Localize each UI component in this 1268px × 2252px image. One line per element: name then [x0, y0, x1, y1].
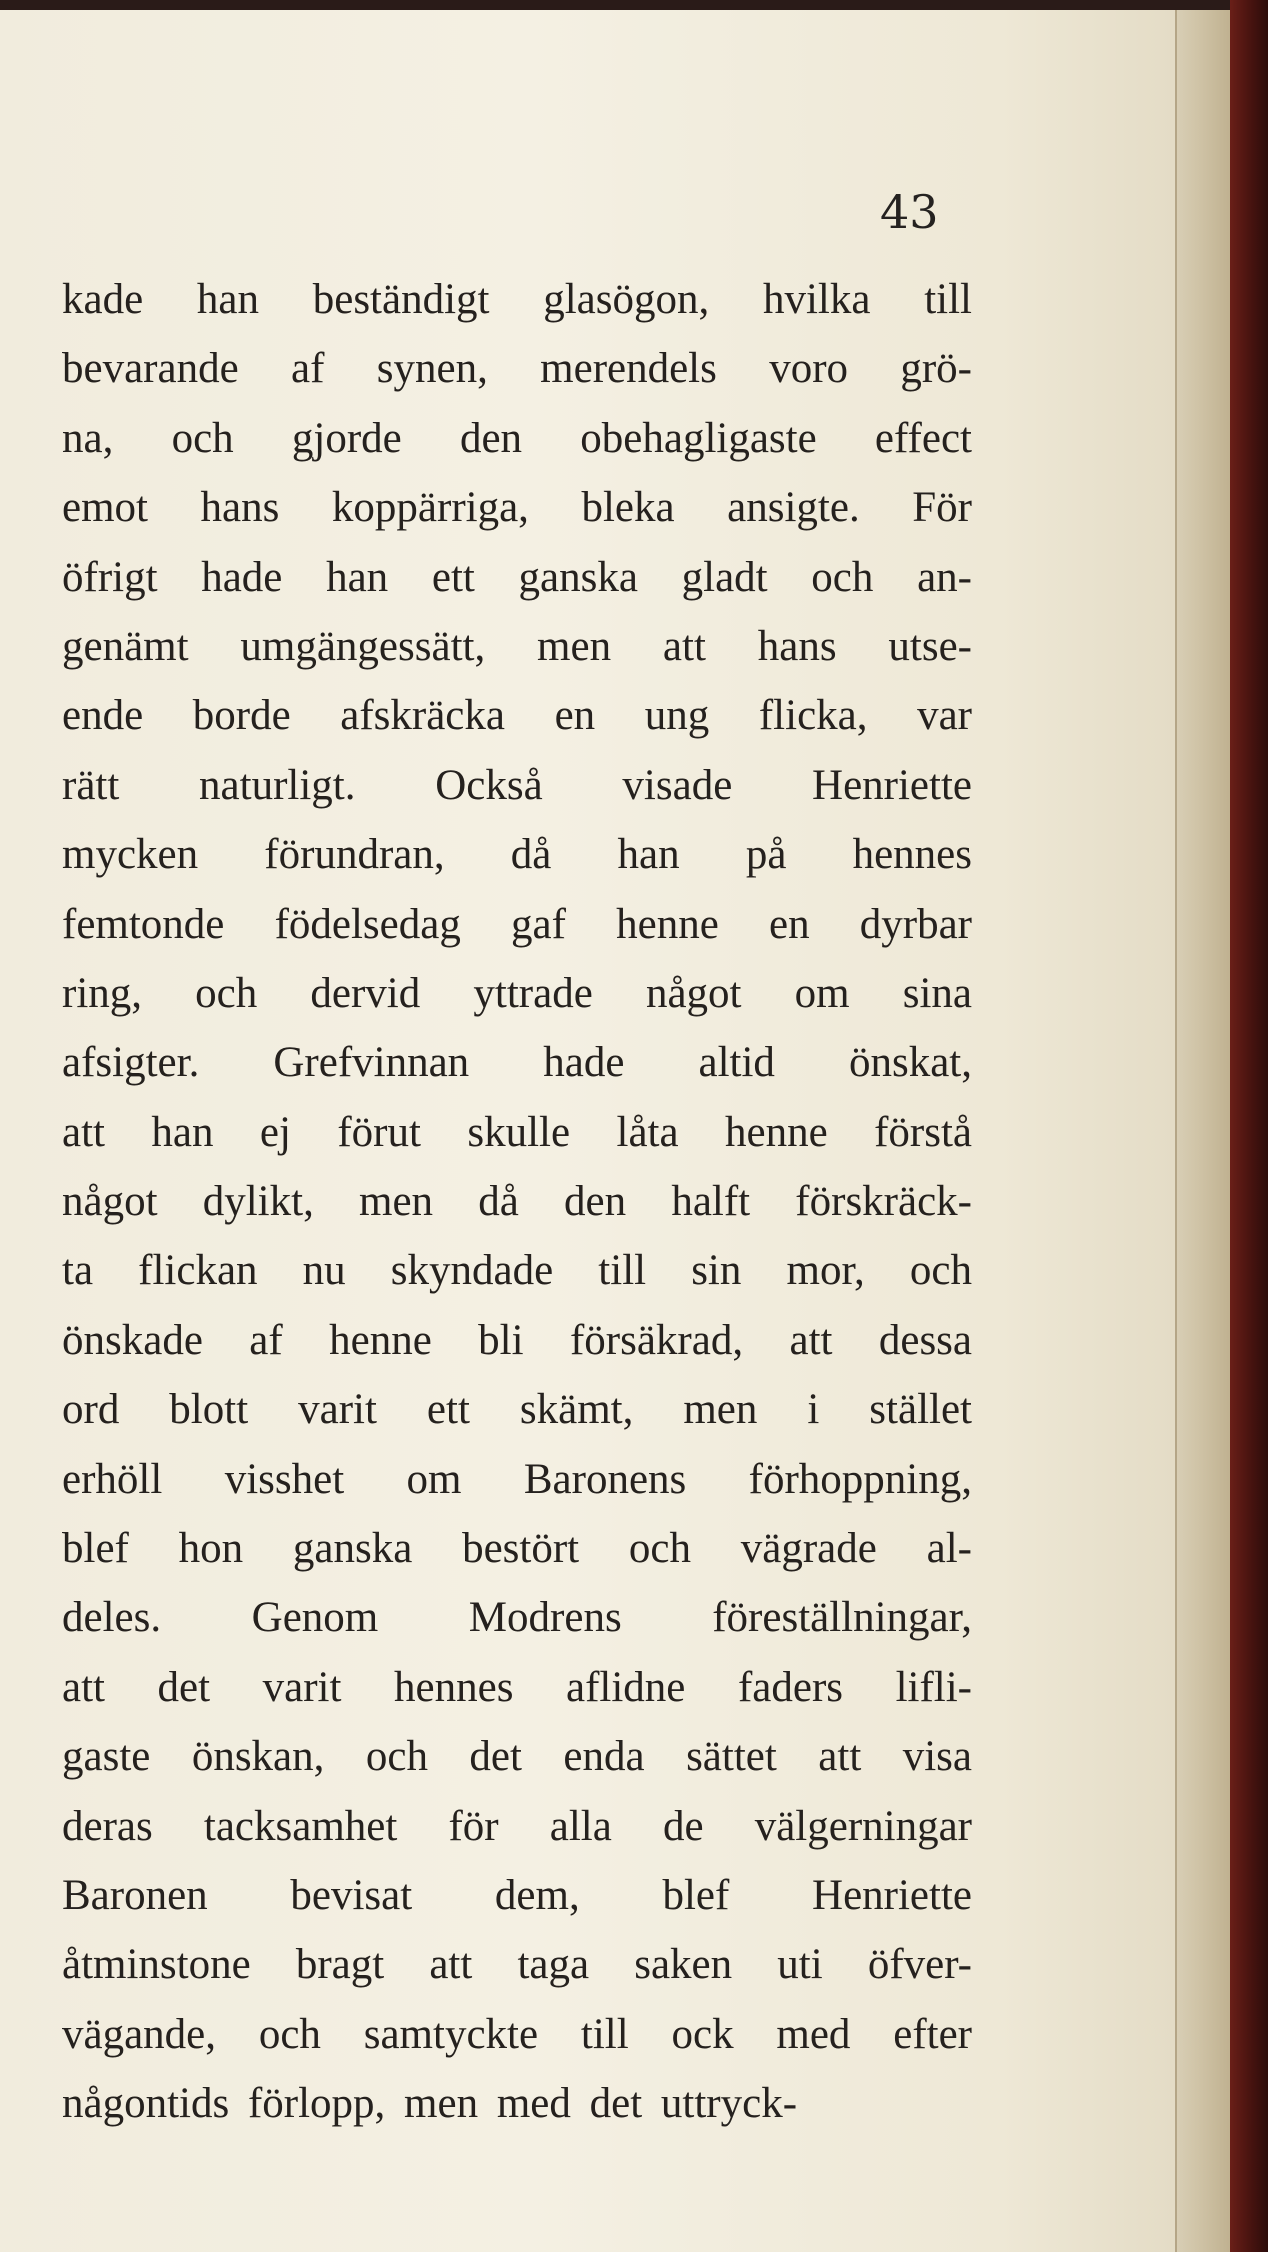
text-line: ring, och dervid yttrade något om sina — [62, 969, 972, 1017]
text-line: rätt naturligt. Också visade Henriette — [62, 761, 972, 809]
text-line: ende borde afskräcka en ung flicka, var — [62, 692, 972, 740]
text-line: erhöll visshet om Baronens förhoppning, — [62, 1455, 972, 1503]
body-text — [62, 265, 972, 2139]
text-line: deles. Genom Modrens föreställningar, — [62, 1594, 972, 1642]
text-line: kade han beständigt glasögon, hvilka till — [62, 276, 972, 323]
text-line: ord blott varit ett skämt, men i stället — [62, 1386, 972, 1434]
text-line: bevarande af synen, merendels voro grö- — [62, 345, 972, 393]
page-number: 43 — [880, 185, 939, 239]
text-line: deras tacksamhet för alla de välgerningar — [62, 1802, 972, 1850]
top-edge — [0, 0, 1268, 10]
text-line: åtminstone bragt att taga saken uti öfver- — [62, 1941, 972, 1989]
page-edges — [1175, 10, 1232, 2252]
text-line: ta flickan nu skyndade till sin mor, och — [62, 1247, 972, 1295]
text-line: att det varit hennes aflidne faders lifli- — [62, 1663, 972, 1711]
text-line: någontids förlopp, men med det uttryck- — [62, 2080, 798, 2128]
text-line: blef hon ganska bestört och vägrade al- — [62, 1525, 972, 1573]
text-line: vägande, och samtyckte till ock med efter — [62, 2010, 972, 2058]
text-line: öfrigt hade han ett ganska gladt och an- — [62, 553, 972, 601]
text-line: att han ej förut skulle låta henne förstå — [62, 1108, 972, 1156]
text-line: na, och gjorde den obehagligaste effect — [62, 414, 972, 462]
text-line: Baronen bevisat dem, blef Henriette — [62, 1871, 972, 1919]
text-line: afsigter. Grefvinnan hade altid önskat, — [62, 1039, 972, 1087]
text-line: mycken förundran, då han på hennes — [62, 831, 972, 879]
text-line: önskade af henne bli försäkrad, att dessa — [62, 1316, 972, 1364]
text-line: gaste önskan, och det enda sättet att visa — [62, 1733, 972, 1781]
text-line: emot hans koppärriga, bleka ansigte. För — [62, 484, 972, 532]
text-line: genämt umgängessätt, men att hans utse- — [62, 622, 972, 670]
text-line: något dylikt, men då den halft förskräck- — [62, 1178, 972, 1226]
text-line: femtonde födelsedag gaf henne en dyrbar — [62, 900, 972, 948]
book-cover-edge — [1230, 0, 1268, 2252]
